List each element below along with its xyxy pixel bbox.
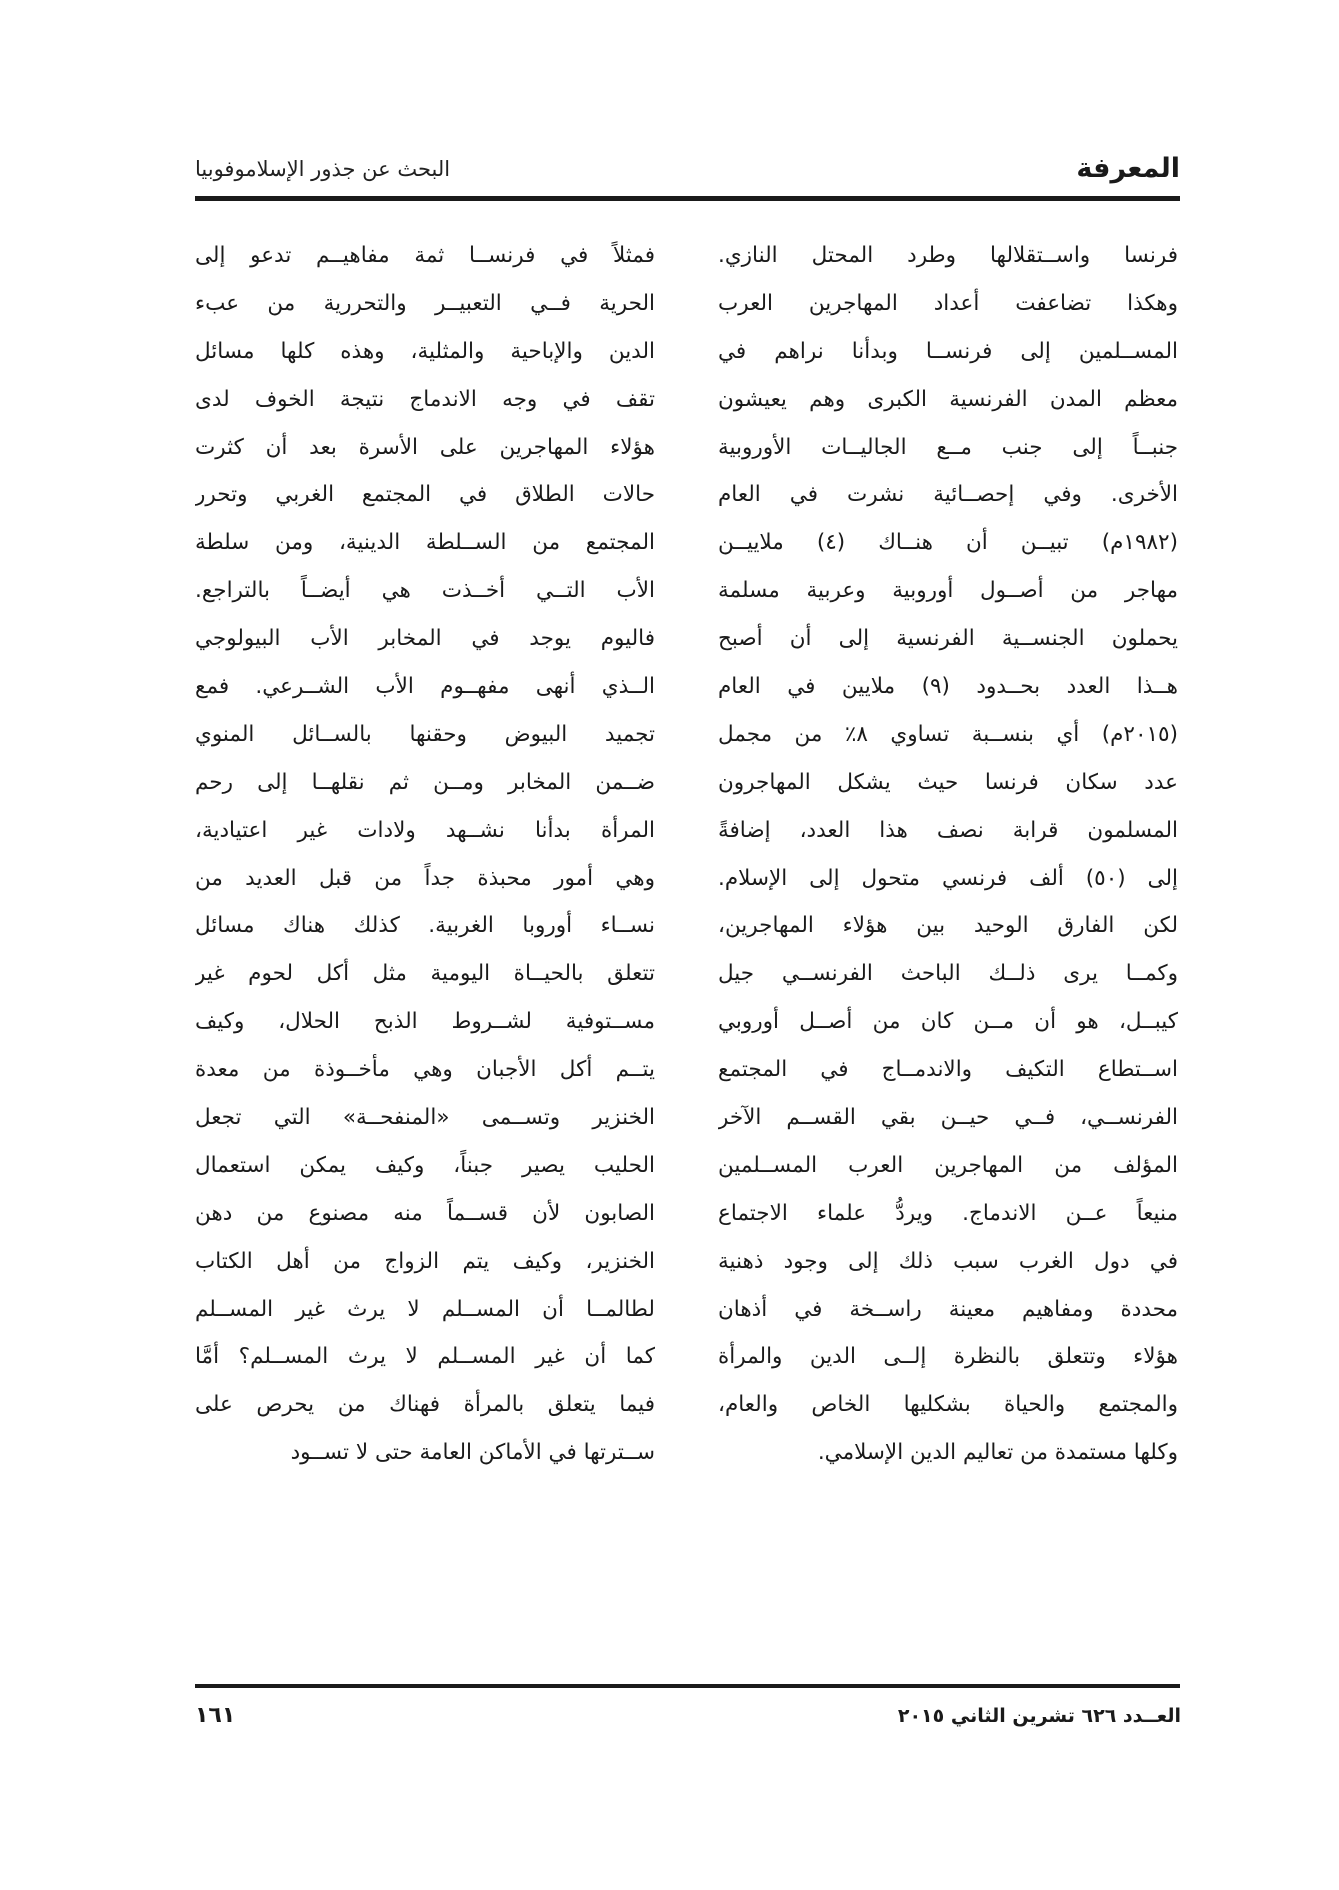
text-line: الخنزير، وكيف يتم الزواج من أهل الكتاب [195,1248,655,1274]
text-line: كيبــل، هو أن مــن كان من أصــل أوروبي [718,1009,1178,1035]
text-line: يتــم أكل الأجبان وهي مأخــوذة من معدة [195,1057,655,1083]
text-line: تجميد البيوض وحقنها بالســائل المنوي [195,721,655,747]
text-line: محددة ومفاهيم معينة راســخة في أذهان [718,1296,1178,1322]
text-line: في دول الغرب سبب ذلك إلى وجود ذهنية [718,1248,1178,1274]
text-line: المرأة بدأنا نشــهد ولادات غير اعتيادية، [195,817,655,843]
text-line: (١٩٨٢م) تبيــن أن هنــاك (٤) ملاييــن [718,530,1178,556]
text-line: وهي أمور محبذة جداً من قبل العديد من [195,865,655,891]
running-title: البحث عن جذور الإسلاموفوبيا [195,157,451,181]
text-line: الحرية فــي التعبيــر والتحررية من عبء [195,290,655,316]
text-line: وهكذا تضاعفت أعداد المهاجرين العرب [718,290,1178,316]
text-line: فمثلاً في فرنســا ثمة مفاهيــم تدعو إلى [195,243,655,268]
text-line: وكمــا يرى ذلــك الباحث الفرنســي جيل [718,961,1178,987]
text-line: لكن الفارق الوحيد بين هؤلاء المهاجرين، [718,913,1178,939]
text-line: هؤلاء وتتعلق بالنظرة إلــى الدين والمرأة [718,1344,1178,1370]
text-column-left [195,232,655,1477]
text-line: الخنزير وتســمى «المنفحــة» التي تجعل [195,1105,655,1131]
text-line: تتعلق بالحيــاة اليومية مثل أكل لحوم غير [195,961,655,987]
text-line: نســاء أوروبا الغربية. كذلك هناك مسائل [195,913,655,939]
header-rule [195,196,1180,201]
text-line: فاليوم يوجد في المخابر الأب البيولوجي [195,626,655,652]
text-line: حالات الطلاق في المجتمع الغربي وتحرر [195,482,655,508]
text-line: الصابون لأن قســماً منه مصنوع من دهن [195,1200,655,1226]
text-line: (٢٠١٥م) أي بنســبة تساوي ٨٪ من مجمل [718,721,1178,747]
issue-info: العــدد ٦٢٦ تشرين الثاني ٢٠١٥ [897,1705,1181,1727]
text-line: الفرنســي، فــي حيــن بقي القســم الآخر [718,1105,1178,1131]
text-line: فيما يتعلق بالمرأة فهناك من يحرص على [195,1392,655,1418]
text-line: يحملون الجنســية الفرنسية إلى أن أصبح [718,626,1178,652]
text-line: المســلمين إلى فرنســا وبدأنا نراهم في [718,338,1178,364]
text-line: وكلها مستمدة من تعاليم الدين الإسلامي. [817,1440,1178,1466]
text-line: الأب التــي أخــذت هي أيضــاً بالتراجع. [195,578,655,604]
magazine-logo: المعرفة [1076,153,1180,184]
text-line: تقف في وجه الاندماج نتيجة الخوف لدى [195,386,655,412]
text-line: فرنسا واســتقلالها وطرد المحتل النازي. [718,243,1178,268]
text-line: كما أن غير المســلم لا يرث المســلم؟ أمَّا [195,1344,655,1370]
text-line: هــذا العدد بحــدود (٩) ملايين في العام [718,674,1178,700]
text-line: مســتوفية لشــروط الذبح الحلال، وكيف [195,1009,655,1035]
text-line: والمجتمع والحياة بشكليها الخاص والعام، [718,1392,1178,1418]
text-line: المؤلف من المهاجرين العرب المســلمين [718,1152,1178,1178]
text-line: المسلمون قرابة نصف هذا العدد، إضافةً [718,817,1178,843]
text-line: لطالمــا أن المســلم لا يرث غير المســلم [195,1296,655,1322]
text-line: جنبــاً إلى جنب مــع الجاليــات الأوروبية [718,434,1178,460]
text-line: عدد سكان فرنسا حيث يشكل المهاجرون [718,769,1178,795]
page-number: ١٦١ [195,1703,236,1728]
text-line: مهاجر من أصــول أوروبية وعربية مسلمة [718,578,1178,604]
text-line: اســتطاع التكيف والاندمــاج في المجتمع [718,1057,1178,1083]
text-line: الحليب يصير جبناً، وكيف يمكن استعمال [195,1152,655,1178]
text-line: ضــمن المخابر ومــن ثم نقلهــا إلى رحم [195,769,655,795]
text-line: إلى (٥٠) ألف فرنسي متحول إلى الإسلام. [718,865,1178,891]
page-header [195,148,1180,200]
text-line: منيعاً عــن الاندماج. ويردُّ علماء الاجتماع [718,1200,1178,1226]
footer-rule [195,1684,1180,1688]
text-line: الدين والإباحية والمثلية، وهذه كلها مسائل [195,338,655,364]
text-line: المجتمع من الســلطة الدينية، ومن سلطة [195,530,655,556]
text-line: هؤلاء المهاجرين على الأسرة بعد أن كثرت [195,434,655,460]
text-line: ســترتها في الأماكن العامة حتى لا تســود [290,1440,655,1466]
text-column-right [718,232,1178,1477]
text-line: معظم المدن الفرنسية الكبرى وهم يعيشون [718,386,1178,412]
text-line: الــذي أنهى مفهــوم الأب الشــرعي. فمع [195,674,655,700]
text-line: الأخرى. وفي إحصــائية نشرت في العام [718,482,1178,508]
